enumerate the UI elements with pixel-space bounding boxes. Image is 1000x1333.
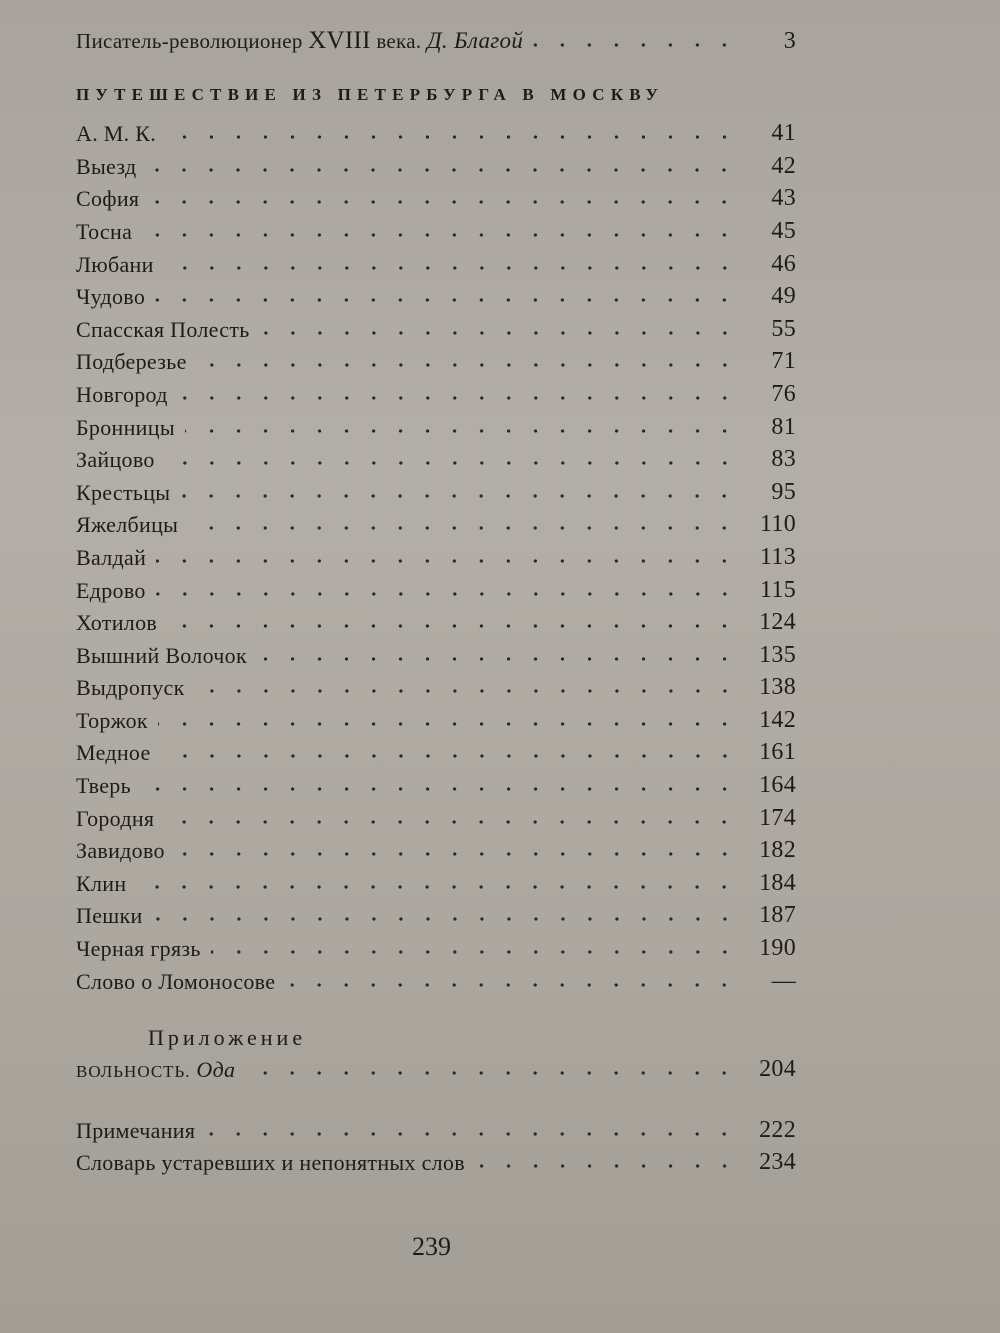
page-number: 174 [759, 804, 796, 831]
toc-entry [76, 929, 796, 962]
dot-leader [185, 427, 738, 435]
entry-title: Валдай [76, 544, 147, 570]
entry-title: А. М. К. [76, 121, 157, 147]
toc-entry-ode [76, 1051, 796, 1084]
entry-title: Черная грязь [76, 936, 201, 962]
entry-title: Завидово [76, 838, 165, 864]
toc-entry [76, 962, 796, 995]
entry-title: Зайцово [76, 447, 155, 473]
entry-title: Едрово [76, 577, 146, 603]
toc-entry [76, 375, 796, 408]
spacer [76, 1083, 796, 1111]
entry-title: Пешки [76, 903, 143, 929]
page-number: 164 [759, 772, 796, 799]
entry-title: Бронницы [76, 414, 175, 440]
toc-entry [76, 506, 796, 539]
toc-entry [76, 669, 796, 702]
toc-entry [76, 212, 796, 245]
page-number: 187 [759, 902, 796, 929]
introduction-title: Писатель-революционер XVIII века. Д. Благой [76, 26, 524, 54]
toc-entry [76, 571, 796, 604]
dot-leader [180, 492, 738, 500]
entry-title: Городня [76, 805, 155, 831]
dot-leader [205, 1130, 738, 1138]
dot-leader [156, 590, 738, 598]
toc-entry [76, 180, 796, 213]
dot-leader [166, 133, 738, 141]
page-number: 138 [759, 674, 796, 701]
page-number: 204 [759, 1056, 796, 1083]
toc-entry [76, 278, 796, 311]
page-number: 76 [771, 380, 796, 407]
entry-title: Торжок [76, 707, 148, 733]
entry-title: Клин [76, 870, 127, 896]
dot-leader [178, 394, 738, 402]
dot-leader [142, 231, 738, 239]
page-number: 161 [759, 739, 796, 766]
page-number: 43 [771, 185, 796, 212]
entry-title: София [76, 186, 140, 212]
toc-entry-introduction [76, 22, 796, 55]
folio-page-number: 239 [412, 1232, 451, 1261]
dot-leader [188, 524, 738, 532]
entry-title: Вышний Волочок [76, 642, 247, 668]
dot-leader [136, 883, 738, 891]
entry-title: Чудово [76, 284, 146, 310]
dot-leader [149, 198, 738, 206]
dot-leader [197, 361, 738, 369]
page-number: 49 [771, 283, 796, 310]
dot-leader [164, 264, 738, 272]
toc-entry [76, 1111, 796, 1144]
page-number: 222 [759, 1116, 796, 1143]
dot-leader [195, 687, 738, 695]
toc-entry [76, 604, 796, 637]
toc-entry [76, 408, 796, 441]
toc-entry [76, 864, 796, 897]
toc-entry [76, 441, 796, 474]
page-number: 184 [759, 869, 796, 896]
entry-title: Любани [76, 251, 154, 277]
entry-title: Слово о Ломоносове [76, 968, 276, 994]
toc-entry [76, 1144, 796, 1177]
toc-entry [76, 245, 796, 278]
entries-list [76, 115, 796, 995]
table-of-contents [76, 22, 796, 1176]
entry-title: Выдропуск [76, 675, 185, 701]
page-number: 135 [759, 641, 796, 668]
toc-entry [76, 832, 796, 865]
entry-title: Подберезье [76, 349, 187, 375]
page-number: 190 [759, 935, 796, 962]
entry-title: Тверь [76, 773, 131, 799]
entry-title: Выезд [76, 153, 137, 179]
dot-leader [156, 557, 738, 565]
ode-title: ВОЛЬНОСТЬ. Ода [76, 1057, 236, 1083]
dot-leader [141, 785, 738, 793]
dot-leader [165, 459, 738, 467]
entry-title: Словарь устаревших и непонятных слов [76, 1150, 465, 1176]
dot-leader [155, 296, 738, 304]
appendix-heading: Приложение [148, 1024, 307, 1050]
page-number: 41 [771, 120, 796, 147]
dot-leader [153, 915, 738, 923]
dot-leader [164, 818, 738, 826]
toc-entry [76, 343, 796, 376]
page-number: 95 [771, 478, 796, 505]
entry-title: Яжелбицы [76, 512, 179, 538]
page-number: 83 [771, 446, 796, 473]
toc-entry [76, 115, 796, 148]
dot-leader [260, 329, 738, 337]
dot-leader [475, 1162, 738, 1170]
toc-entry [76, 897, 796, 930]
dot-leader [175, 850, 738, 858]
toc-entry [76, 734, 796, 767]
page-number: 81 [771, 413, 796, 440]
page-number: 142 [759, 706, 796, 733]
dot-leader [167, 622, 738, 630]
entry-title: Примечания [76, 1117, 196, 1143]
entry-title: Хотилов [76, 610, 158, 636]
toc-entry [76, 473, 796, 506]
section-title: ПУТЕШЕСТВИЕ ИЗ ПЕТЕРБУРГА В МОСКВУ [76, 84, 665, 104]
dot-leader [533, 41, 738, 49]
page-number: 46 [771, 250, 796, 277]
page-number: 110 [759, 511, 796, 538]
page-number: 234 [759, 1149, 796, 1176]
page-number: 71 [771, 348, 796, 375]
dot-leader [158, 720, 738, 728]
page-number: 3 [783, 27, 796, 54]
page-number: 55 [771, 315, 796, 342]
page-number: 42 [771, 152, 796, 179]
page-number: 45 [771, 217, 796, 244]
page-number: 115 [759, 576, 796, 603]
dot-leader [211, 948, 738, 956]
back-matter-list [76, 1111, 796, 1176]
dot-leader [146, 166, 738, 174]
entry-title: Тосна [76, 218, 133, 244]
toc-entry [76, 310, 796, 343]
page-number: 113 [759, 543, 796, 570]
toc-entry [76, 766, 796, 799]
page-number: — [771, 967, 796, 994]
entry-title: Новгород [76, 381, 168, 407]
toc-entry [76, 799, 796, 832]
page-number: 124 [759, 609, 796, 636]
entry-title: Спасская Полесть [76, 316, 250, 342]
toc-entry [76, 701, 796, 734]
entry-title: Крестьцы [76, 479, 171, 505]
toc-entry [76, 147, 796, 180]
dot-leader [161, 752, 738, 760]
page-number: 182 [759, 837, 796, 864]
toc-entry [76, 636, 796, 669]
introduction-author: Д. Благой [426, 27, 524, 53]
dot-leader [257, 655, 738, 663]
dot-leader [285, 981, 738, 989]
entry-title: Медное [76, 740, 151, 766]
dot-leader [245, 1069, 738, 1077]
toc-entry [76, 538, 796, 571]
